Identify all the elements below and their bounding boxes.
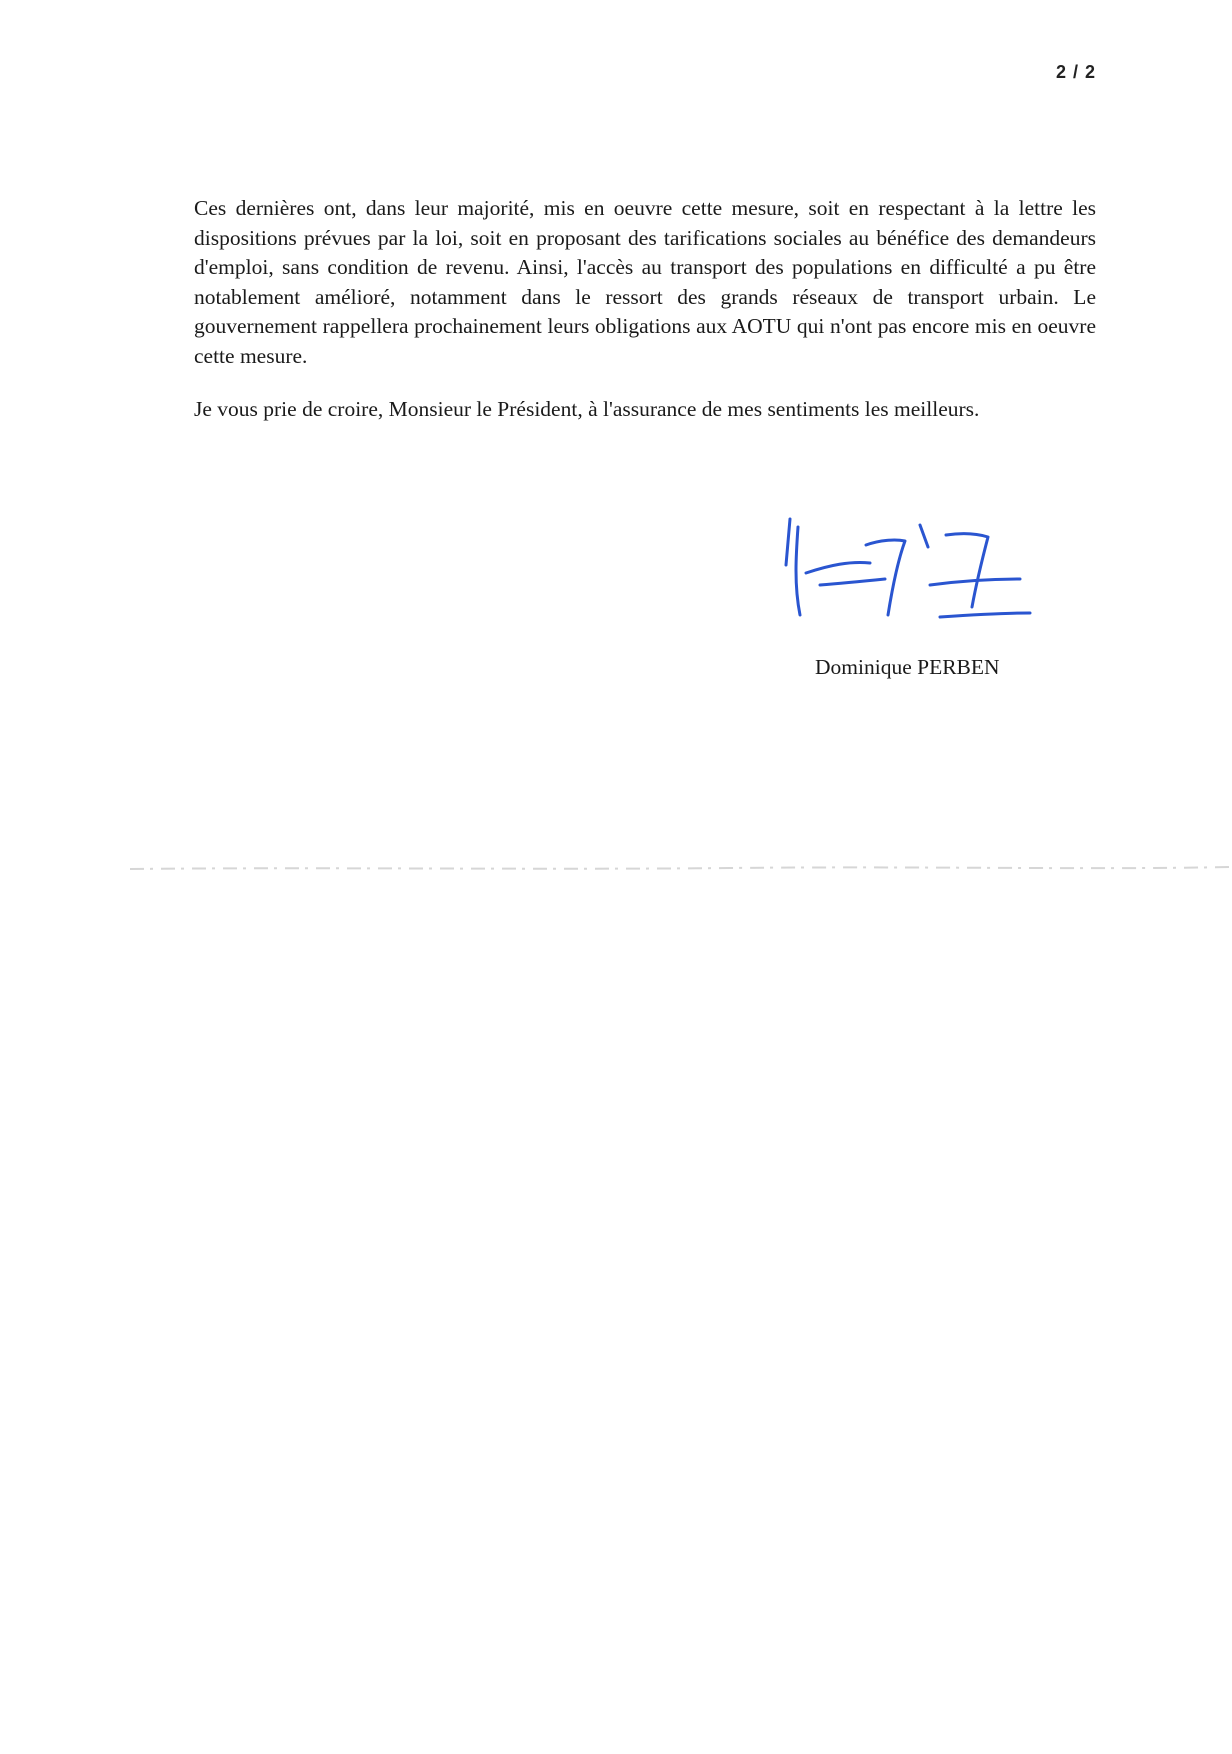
scan-artifact-line <box>130 864 1230 872</box>
handwritten-signature <box>770 505 1040 635</box>
closing-paragraph: Je vous prie de croire, Monsieur le Président, à l'assurance de mes sentiments les meilleurs. <box>194 397 980 421</box>
page-number: 2 / 2 <box>1055 62 1096 82</box>
body-paragraph-1: Ces dernières ont, dans leur majorité, mis en oeuvre cette mesure, soit en respectant à la lettre les dispositions prévues par la loi, soit en proposant des tarifications sociales au bénéfice des demandeurs d'emploi, sans condition de revenu. Ainsi, l'accès au transport des populations en difficulté a pu être notablement amélioré, notamment dans le ressort des grands réseaux de transport urbain. Le gouvernement rappellera prochainement leurs obligations aux AOTU qui n'ont pas encore mis en oeuvre cette mesure. <box>194 196 1096 368</box>
signatory-name: Dominique PERBEN <box>815 655 1000 679</box>
